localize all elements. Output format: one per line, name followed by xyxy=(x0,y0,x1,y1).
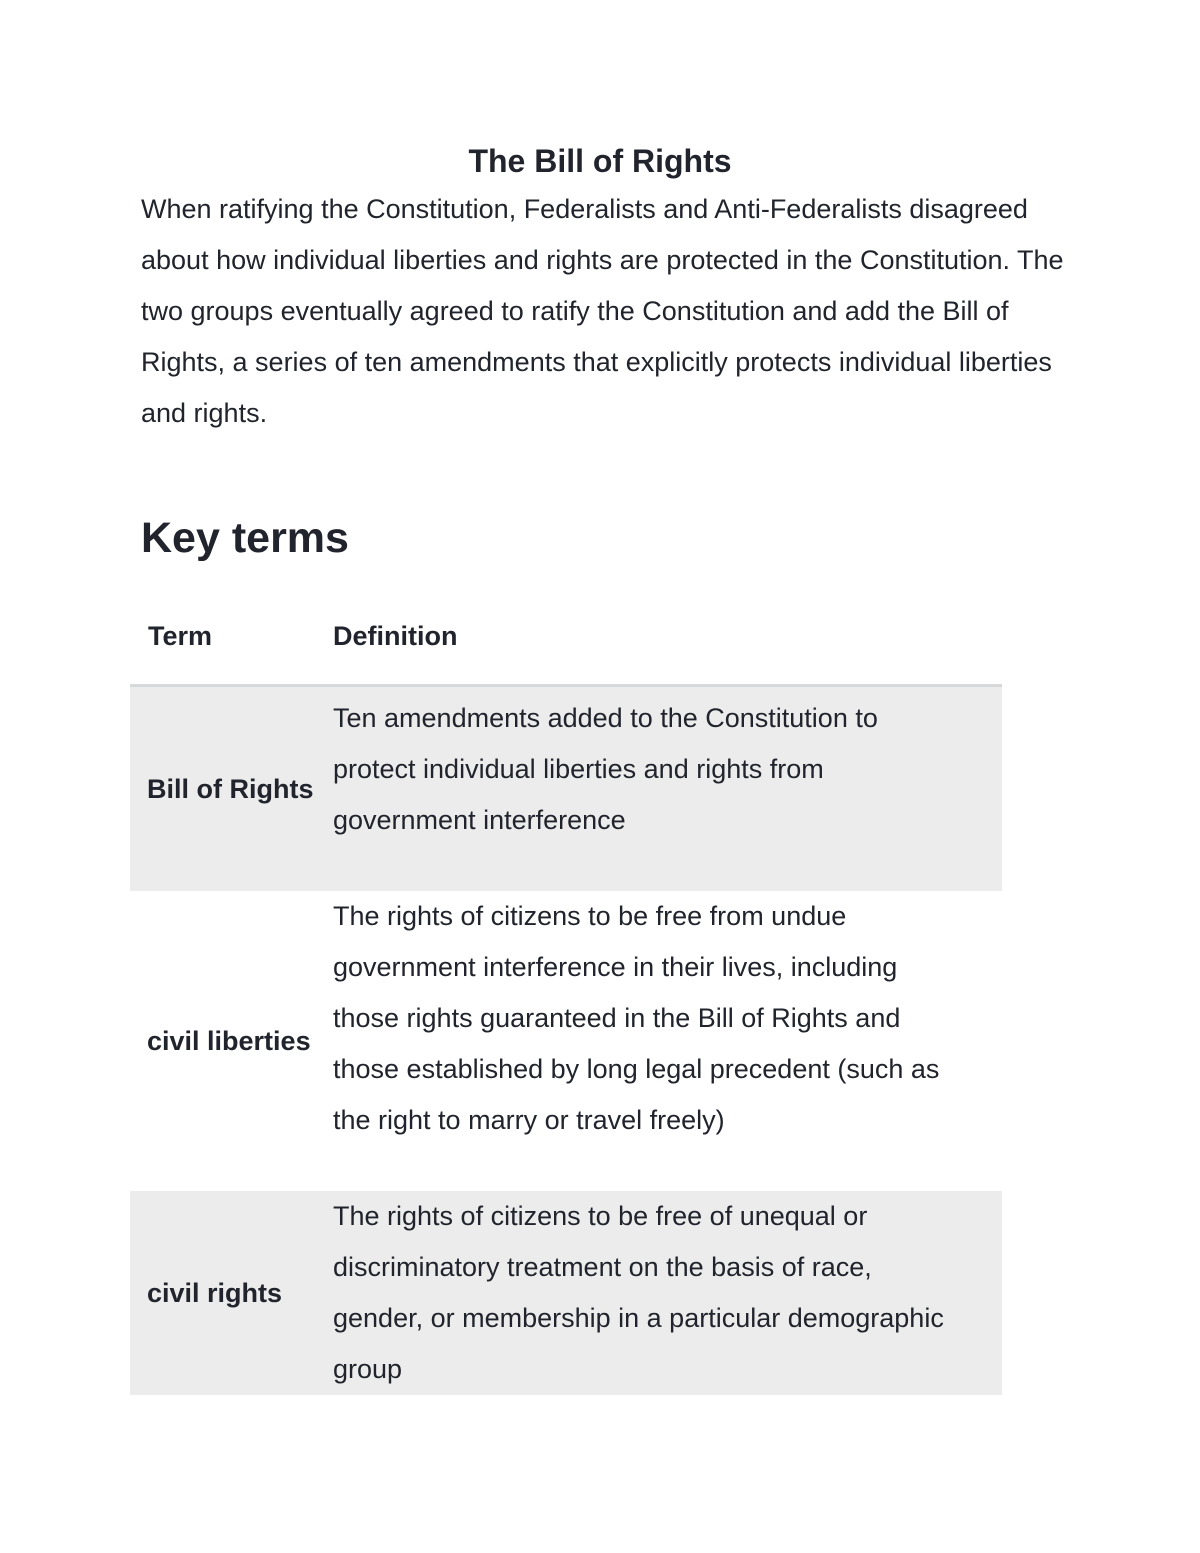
table-header-row xyxy=(130,588,1002,686)
key-terms-heading: Key terms xyxy=(141,514,349,562)
table-body xyxy=(130,686,1002,1396)
page-title: The Bill of Rights xyxy=(468,143,732,179)
key-terms-table xyxy=(130,588,1002,1395)
term-cell: civil liberties xyxy=(147,1025,311,1056)
term-column-header: Term xyxy=(130,588,333,686)
table-row xyxy=(130,891,1002,1191)
definition-cell: Ten amendments added to the Constitution to protect individual liberties and rights from government interference xyxy=(333,686,1002,892)
term-cell: Bill of Rights xyxy=(130,686,333,892)
table-row xyxy=(130,1191,1002,1395)
intro-paragraph: When ratifying the Constitution, Federalists and Anti-Federalists disagreed about how individual liberties and rights are protected in the Constitution. The two groups eventually agreed to ratify the Constitution and add the Bill of Rights, a series of ten amendments that explicitly protects individual liberties and rights. xyxy=(141,194,1064,428)
table-row xyxy=(130,686,1002,892)
term-cell: civil rights xyxy=(130,1191,333,1395)
definition-column-header: Definition xyxy=(333,588,1002,686)
definition-cell: The rights of citizens to be free from undue government interference in their lives, including those rights guaranteed in the Bill of Rights and those established by long legal precedent (such as the right to marry or travel freely) xyxy=(333,901,940,1135)
table-header xyxy=(130,588,1002,686)
definition-cell: The rights of citizens to be free of unequal or discriminatory treatment on the basis of race, gender, or membership in a particular demographic group xyxy=(333,1191,1002,1395)
